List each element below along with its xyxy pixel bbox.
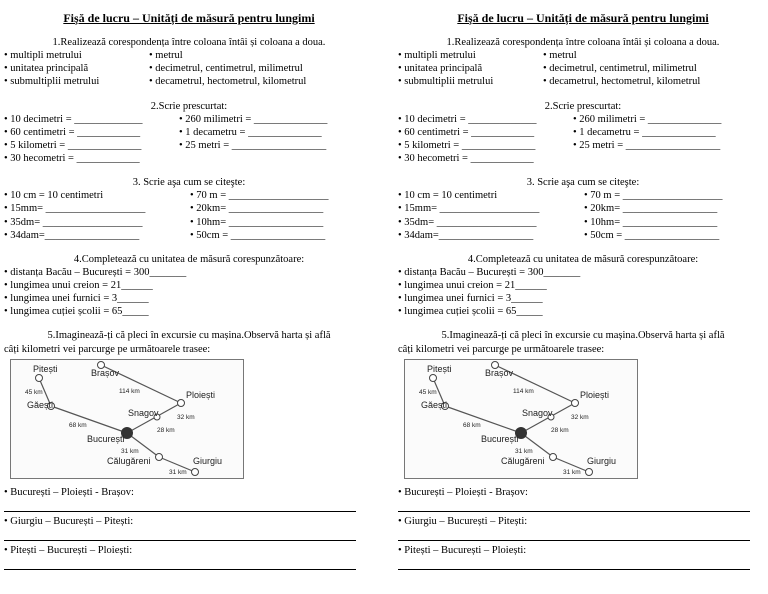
- ex2-row: [398, 126, 768, 139]
- ex1-left: • multipli metrului: [398, 50, 476, 62]
- city-dot-giurgiu: [192, 468, 199, 475]
- distance-gaesti-bucuresti: 68 km: [69, 421, 87, 429]
- city-dot-calugareni: [156, 453, 163, 460]
- ex1-row: [398, 62, 768, 75]
- ex1-right: • decametrul, hectometrul, kilometrul: [149, 76, 307, 88]
- ex2-right: • 260 milimetri = ______________: [179, 113, 328, 125]
- city-label-bucuresti: București: [87, 433, 125, 444]
- ex1-row: [4, 62, 374, 75]
- city-dot-pitesti: [430, 374, 437, 381]
- ex2-right: • 1 decametru = ______________: [179, 126, 322, 138]
- city-label-pitesti: Pitești: [33, 363, 58, 374]
- city-label-calugareni: Călugăreni: [501, 455, 545, 466]
- answer-line[interactable]: [4, 499, 356, 512]
- ex3-right: • 10hm= __________________: [584, 216, 718, 228]
- route-question: • București – Ploiești - Brașov:: [398, 486, 528, 498]
- answer-line[interactable]: [398, 528, 750, 541]
- ex2-left: • 60 centimetri = ____________: [398, 126, 535, 138]
- city-label-calugareni: Călugăreni: [107, 455, 151, 466]
- ex1-right: • metrul: [543, 50, 577, 62]
- ex4-item: • lungimea unui creion = 21______: [398, 280, 547, 291]
- ex4-item: • lungimea cuției școlii = 65_____: [398, 306, 543, 318]
- ex2-left: • 60 centimetri = ____________: [4, 126, 141, 138]
- ex3-right: • 50cm = __________________: [190, 229, 326, 241]
- ex2-left: • 5 kilometri = ______________: [4, 139, 142, 151]
- exercise-2-prompt: 2.Scrie prescurtat:: [150, 100, 228, 112]
- ex3-right: • 20km= __________________: [584, 203, 718, 215]
- exercise-4-prompt: 4.Completează cu unitatea de măsură corespunzătoare:: [73, 253, 305, 265]
- exercise-5-prompt: 5.Imaginează-ți că pleci în excursie cu mașina.Observă harta și află: [47, 330, 331, 342]
- city-dot-pitesti: [36, 374, 43, 381]
- city-label-brasov: Brașov: [485, 367, 514, 378]
- ex3-row: [398, 202, 768, 215]
- exercise-5-prompt-2: câți kilometri vei parcurge pe următoarele trasee:: [398, 343, 605, 355]
- city-label-giurgiu: Giurgiu: [587, 455, 617, 466]
- ex2-left: • 10 decimetri = _____________: [398, 113, 537, 125]
- distance-brasov-ploiesti: 114 km: [513, 387, 534, 395]
- ex1-left: • unitatea principală: [4, 63, 89, 75]
- ex3-row: [4, 229, 374, 242]
- ex2-left: • 30 hecometri = ____________: [398, 153, 534, 164]
- city-label-pitesti: Pitești: [427, 363, 452, 374]
- route-question: • Giurgiu – București – Pitești:: [398, 515, 528, 527]
- city-dot-ploiesti: [572, 399, 579, 406]
- road-gaesti-bucuresti: [51, 406, 127, 433]
- distance-bucuresti-calugareni: 31 km: [515, 447, 533, 455]
- exercise-5-prompt: 5.Imaginează-ți că pleci în excursie cu mașina.Observă harta și află: [441, 330, 725, 342]
- ex3-left: • 15mm= ___________________: [4, 203, 146, 215]
- ex3-left: • 10 cm = 10 centimetri: [4, 190, 104, 202]
- route-question: • Pitești – București – Ploiești:: [398, 544, 527, 556]
- answer-line[interactable]: [4, 528, 356, 541]
- ex2-right: • 260 milimetri = ______________: [573, 113, 722, 125]
- exercise-3-prompt: 3. Scrie aşa cum se citeşte:: [526, 177, 640, 189]
- city-label-brasov: Brașov: [91, 367, 120, 378]
- ex4-item: • lungimea unei furnici = 3______: [4, 293, 149, 305]
- worksheet-right: [398, 0, 768, 594]
- ex2-row: [4, 113, 374, 126]
- exercise-2-prompt: 2.Scrie prescurtat:: [544, 100, 622, 112]
- ex2-row: [398, 113, 768, 126]
- ex3-row: [398, 216, 768, 229]
- ex2-left: • 30 hecometri = ____________: [4, 153, 140, 164]
- worksheet-left: [4, 0, 374, 594]
- route-map: [404, 359, 638, 479]
- city-label-bucuresti: București: [481, 433, 519, 444]
- ex2-left: • 5 kilometri = ______________: [398, 139, 536, 151]
- ex2-row: [4, 126, 374, 139]
- distance-calugareni-giurgiu: 31 km: [169, 468, 187, 476]
- city-label-gaesti: Găești: [27, 399, 54, 410]
- city-label-gaesti: Găești: [421, 399, 448, 410]
- distance-pitesti-gaesti: 45 km: [25, 388, 43, 396]
- city-label-snagov: Snagov: [128, 407, 159, 418]
- ex2-row: [398, 152, 768, 165]
- ex2-row: [4, 139, 374, 152]
- exercise-5-prompt-2: câți kilometri vei parcurge pe următoarele trasee:: [4, 343, 211, 355]
- ex3-left: • 34dam=__________________: [398, 229, 534, 241]
- route-map: [10, 359, 244, 479]
- ex2-row: [4, 152, 374, 165]
- city-label-ploiesti: Ploiești: [580, 389, 610, 400]
- distance-pitesti-gaesti: 45 km: [419, 388, 437, 396]
- exercise-1-prompt: 1.Realizează corespondența între coloana întâi și coloana a doua.: [52, 37, 326, 48]
- distance-gaesti-bucuresti: 68 km: [463, 421, 481, 429]
- city-label-giurgiu: Giurgiu: [193, 455, 223, 466]
- ex3-row: [4, 216, 374, 229]
- ex1-left: • submultiplii metrului: [4, 76, 100, 88]
- answer-line[interactable]: [398, 499, 750, 512]
- exercise-3-prompt: 3. Scrie aşa cum se citeşte:: [132, 177, 246, 189]
- ex1-row: [398, 75, 768, 88]
- ex4-item: • lungimea cuției școlii = 65_____: [4, 306, 149, 318]
- route-question: • București – Ploiești - Brașov:: [4, 486, 134, 498]
- ex1-right: • metrul: [149, 50, 183, 62]
- ex3-right: • 70 m = ___________________: [584, 190, 723, 202]
- distance-bucuresti-snagov: 28 km: [551, 426, 569, 434]
- ex1-row: [4, 49, 374, 62]
- ex4-item: • distanța Bacău – București = 300_______: [4, 266, 187, 278]
- distance-brasov-ploiesti: 114 km: [119, 387, 140, 395]
- ex4-item: • distanța Bacău – București = 300_______: [398, 266, 581, 278]
- road-gaesti-bucuresti: [445, 406, 521, 433]
- ex3-row: [398, 229, 768, 242]
- ex4-item: • lungimea unei furnici = 3______: [398, 293, 543, 305]
- ex3-row: [4, 202, 374, 215]
- answer-line[interactable]: [4, 557, 356, 570]
- ex3-row: [4, 189, 374, 202]
- ex1-left: • multipli metrului: [4, 50, 82, 62]
- ex1-left: • submultiplii metrului: [398, 76, 494, 88]
- ex3-right: • 10hm= __________________: [190, 216, 324, 228]
- distance-bucuresti-snagov: 28 km: [157, 426, 175, 434]
- ex2-row: [398, 139, 768, 152]
- distance-snagov-ploiesti: 32 km: [177, 413, 195, 421]
- ex3-left: • 15mm= ___________________: [398, 203, 540, 215]
- city-label-snagov: Snagov: [522, 407, 553, 418]
- ex3-left: • 10 cm = 10 centimetri: [398, 190, 498, 202]
- distance-bucuresti-calugareni: 31 km: [121, 447, 139, 455]
- route-question: • Pitești – București – Ploiești:: [4, 544, 133, 556]
- city-dot-calugareni: [550, 453, 557, 460]
- city-dot-giurgiu: [586, 468, 593, 475]
- ex1-right: • decimetrul, centimetrul, milimetrul: [149, 63, 303, 75]
- ex3-left: • 35dm= ___________________: [398, 216, 537, 228]
- worksheet-title: Fişă de lucru – Unități de măsură pentru lungimi: [457, 11, 709, 25]
- ex3-right: • 50cm = __________________: [584, 229, 720, 241]
- ex3-left: • 35dm= ___________________: [4, 216, 143, 228]
- ex4-item: • lungimea unui creion = 21______: [4, 280, 153, 291]
- ex2-right: • 1 decametru = ______________: [573, 126, 716, 138]
- ex3-left: • 34dam=__________________: [4, 229, 140, 241]
- ex2-right: • 25 metri = __________________: [573, 139, 721, 151]
- route-map-svg: [405, 360, 637, 478]
- ex1-right: • decametrul, hectometrul, kilometrul: [543, 76, 701, 88]
- ex1-right: • decimetrul, centimetrul, milimetrul: [543, 63, 697, 75]
- distance-snagov-ploiesti: 32 km: [571, 413, 589, 421]
- ex2-right: • 25 metri = __________________: [179, 139, 327, 151]
- city-dot-ploiesti: [178, 399, 185, 406]
- ex3-right: • 70 m = ___________________: [190, 190, 329, 202]
- exercise-4-prompt: 4.Completează cu unitatea de măsură corespunzătoare:: [467, 253, 699, 265]
- distance-calugareni-giurgiu: 31 km: [563, 468, 581, 476]
- ex1-left: • unitatea principală: [398, 63, 483, 75]
- route-question: • Giurgiu – București – Pitești:: [4, 515, 134, 527]
- answer-line[interactable]: [398, 557, 750, 570]
- route-map-svg: [11, 360, 243, 478]
- ex3-right: • 20km= __________________: [190, 203, 324, 215]
- ex2-left: • 10 decimetri = _____________: [4, 113, 143, 125]
- exercise-1-prompt: 1.Realizează corespondența între coloana întâi și coloana a doua.: [446, 37, 720, 48]
- ex1-row: [398, 49, 768, 62]
- ex3-row: [398, 189, 768, 202]
- worksheet-title: Fişă de lucru – Unități de măsură pentru lungimi: [63, 11, 315, 25]
- ex1-row: [4, 75, 374, 88]
- city-label-ploiesti: Ploiești: [186, 389, 216, 400]
